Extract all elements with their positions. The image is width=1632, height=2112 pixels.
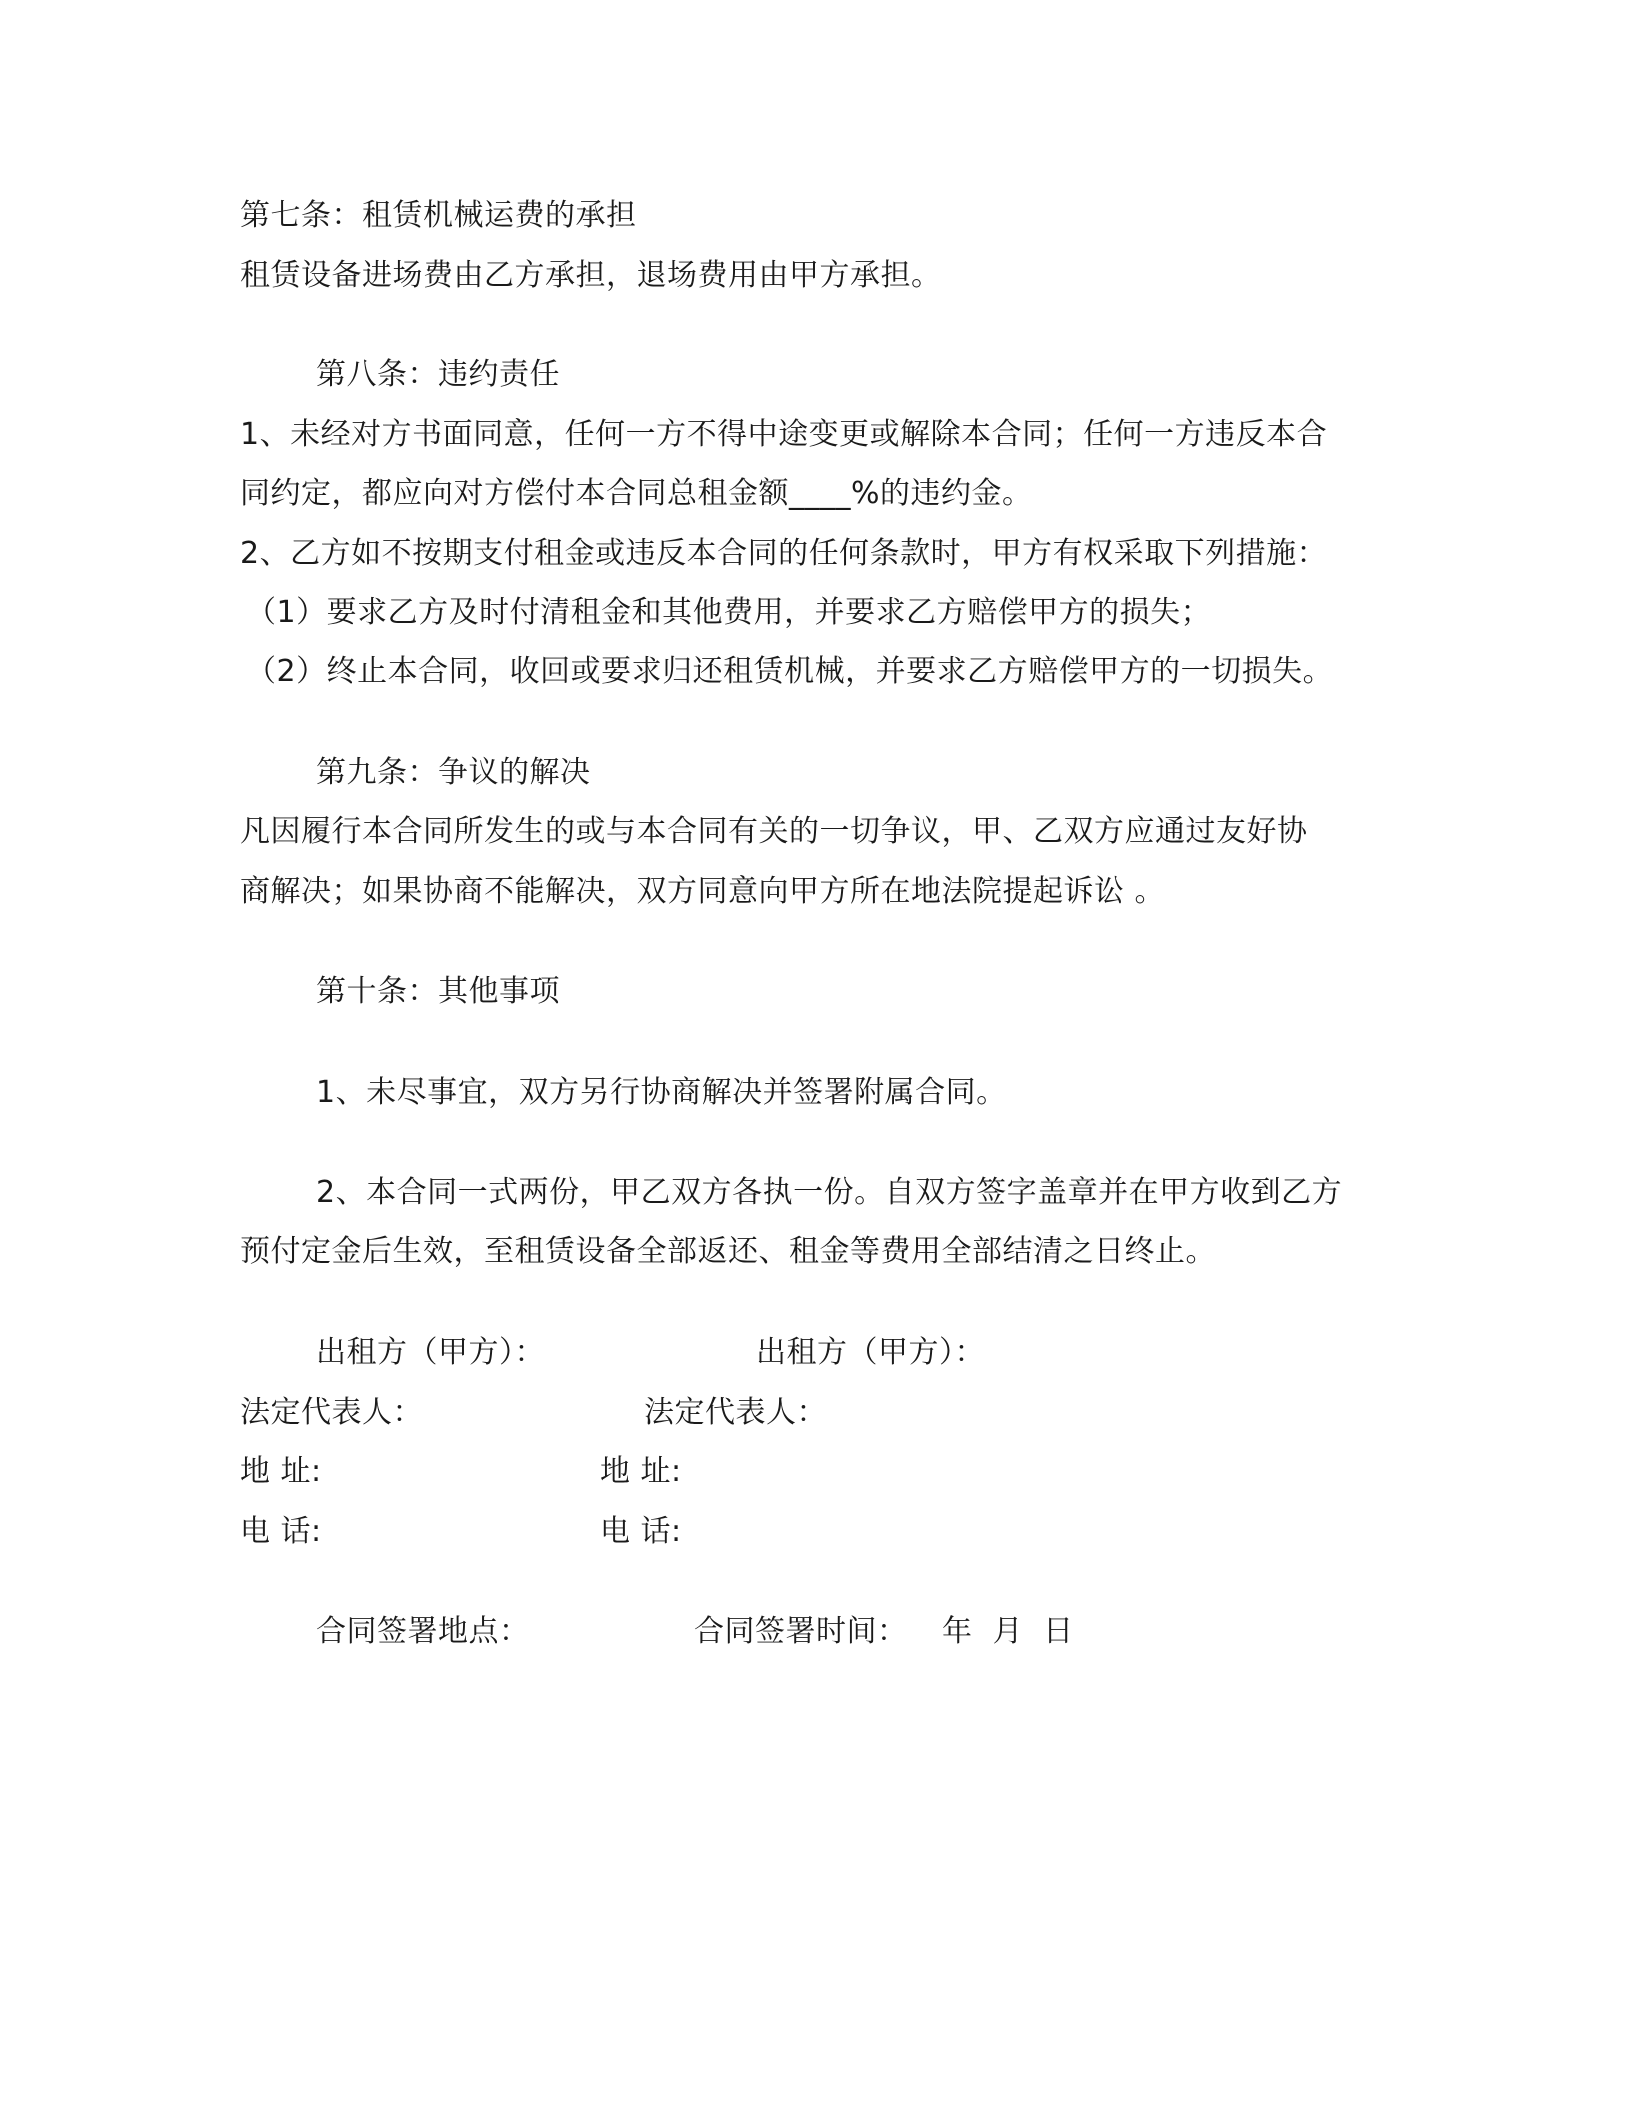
party-right-label: 出租方（甲方）： <box>756 1335 985 1370</box>
signing-time-label: 合同签署时间： <box>694 1614 908 1649</box>
article9-body-line1: 凡因履行本合同所发生的或与本合同有关的一切争议，甲、乙双方应通过友好协 <box>240 814 1308 849</box>
article8-clause1-line2: 同约定，都应向对方偿付本合同总租金额____%的违约金。 <box>240 476 1033 511</box>
article8-clause1-line1: 1、未经对方书面同意，任何一方不得中途变更或解除本合同；任何一方违反本合 <box>240 417 1328 452</box>
article9-heading: 第九条：争议的解决 <box>316 755 591 790</box>
address-left-label: 地 址: <box>240 1454 322 1489</box>
party-left-label: 出租方（甲方）： <box>316 1335 545 1370</box>
article7-body: 租赁设备进场费由乙方承担，退场费用由甲方承担。 <box>240 258 942 293</box>
article10-item2-line1: 2、本合同一式两份，甲乙双方各执一份。自双方签字盖章并在甲方收到乙方 <box>316 1175 1343 1210</box>
rep-left-label: 法定代表人： <box>240 1395 423 1430</box>
signing-date-fields: 年 月 日 <box>942 1614 1074 1649</box>
article9-body-line2: 商解决；如果协商不能解决，双方同意向甲方所在地法院提起诉讼 。 <box>240 874 1166 909</box>
article8-measure2: （2）终止本合同，收回或要求归还租赁机械，并要求乙方赔偿甲方的一切损失。 <box>246 654 1334 689</box>
article8-heading: 第八条：违约责任 <box>316 357 560 392</box>
article7-heading: 第七条：租赁机械运费的承担 <box>240 198 637 233</box>
article8-measure1: （1）要求乙方及时付清租金和其他费用，并要求乙方赔偿甲方的损失； <box>246 595 1212 630</box>
signing-place-label: 合同签署地点： <box>316 1614 530 1649</box>
phone-left-label: 电 话: <box>240 1514 322 1549</box>
article10-item2-line2: 预付定金后生效，至租赁设备全部返还、租金等费用全部结清之日终止。 <box>240 1234 1216 1269</box>
address-right-label: 地 址: <box>600 1454 682 1489</box>
article8-clause2: 2、乙方如不按期支付租金或违反本合同的任何条款时，甲方有权采取下列措施： <box>240 536 1328 571</box>
article10-heading: 第十条：其他事项 <box>316 974 560 1009</box>
rep-right-label: 法定代表人： <box>644 1395 827 1430</box>
phone-right-label: 电 话: <box>600 1514 682 1549</box>
article10-item1: 1、未尽事宜，双方另行协商解决并签署附属合同。 <box>316 1075 1007 1110</box>
